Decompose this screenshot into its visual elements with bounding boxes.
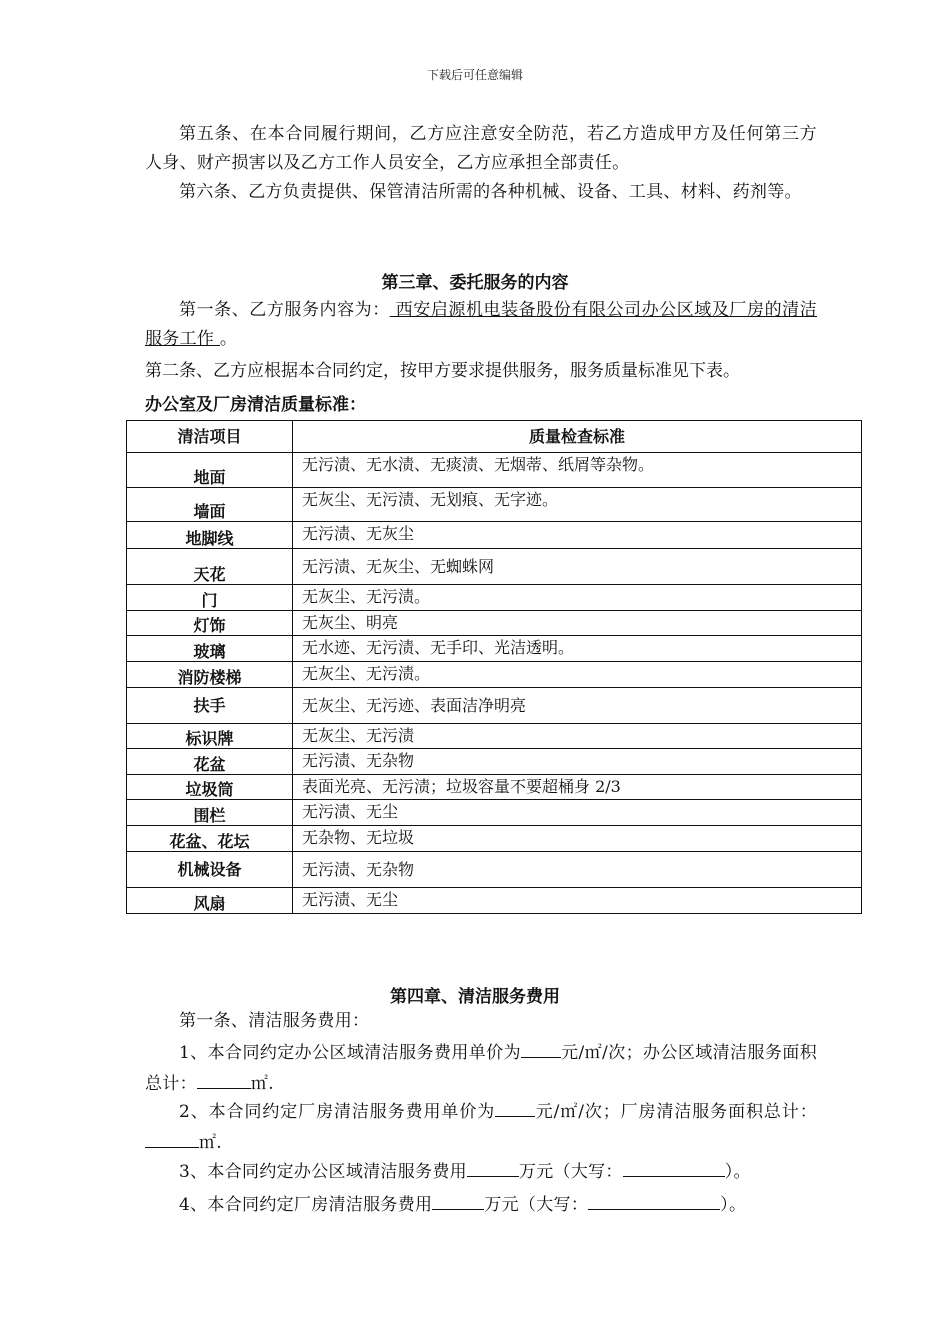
table-header-row — [127, 421, 862, 453]
unit-price-blank[interactable] — [495, 1098, 535, 1117]
fee-item-3 — [145, 1158, 817, 1187]
row-item: 花盆、花坛 — [127, 826, 293, 852]
row-item: 消防楼梯 — [127, 662, 293, 688]
header-standard: 质量检查标准 — [293, 421, 862, 453]
header-item: 清洁项目 — [127, 421, 293, 453]
table-row — [127, 749, 862, 775]
fee-item-2 — [145, 1097, 817, 1159]
row-item: 灯饰 — [127, 611, 293, 636]
fee-item-3-text-a: 3、本合同约定办公区域清洁服务费用 — [179, 1162, 467, 1182]
amount-blank[interactable] — [432, 1191, 484, 1210]
fee-item-3-text-b: 万元（大写： — [518, 1162, 623, 1182]
row-item: 玻璃 — [127, 636, 293, 662]
table-title: 办公室及厂房清洁质量标准： — [145, 395, 366, 415]
area-total-blank[interactable] — [145, 1129, 199, 1148]
chapter-3-article-2: 第二条、乙方应根据本合同约定，按甲方要求提供服务，服务质量标准见下表。 — [145, 361, 740, 381]
table-row — [127, 826, 862, 852]
fee-item-4-text-b: 万元（大写： — [484, 1195, 589, 1215]
article-1-prefix: 第一条、乙方服务内容为： — [179, 300, 390, 320]
row-standard: 无杂物、无垃圾 — [293, 826, 862, 852]
row-standard: 表面光亮、无污渍；垃圾容量不要超桶身 2/3 — [293, 775, 862, 800]
row-standard: 无污渍、无灰尘 — [293, 522, 862, 549]
row-standard: 无污渍、无杂物 — [293, 749, 862, 775]
table-row — [127, 611, 862, 636]
article-6-paragraph: 第六条、乙方负责提供、保管清洁所需的各种机械、设备、工具、材料、药剂等。 — [179, 182, 802, 202]
row-item: 垃圾筒 — [127, 775, 293, 800]
amount-words-blank[interactable] — [588, 1191, 720, 1210]
fee-item-4 — [145, 1191, 817, 1220]
row-standard: 无水迹、无污渍、无手印、光洁透明。 — [293, 636, 862, 662]
table-row — [127, 688, 862, 724]
fee-item-1-text-a: 1、本合同约定办公区域清洁服务费用单价为 — [179, 1043, 521, 1063]
row-item: 天花 — [127, 549, 293, 585]
chapter-3-title: 第三章、委托服务的内容 — [381, 273, 569, 293]
row-standard: 无灰尘、无污迹、表面洁净明亮 — [293, 688, 862, 724]
fee-item-2-text-b: 元/㎡/次；厂房清洁服务面积总计： — [535, 1102, 818, 1122]
row-item: 围栏 — [127, 800, 293, 826]
fee-item-4-text-c: ）。 — [720, 1195, 747, 1215]
row-standard: 无灰尘、无污渍、无划痕、无字迹。 — [293, 488, 862, 522]
table-row — [127, 585, 862, 611]
row-standard: 无灰尘、无污渍。 — [293, 585, 862, 611]
row-standard: 无污渍、无水渍、无痰渍、无烟蒂、纸屑等杂物。 — [293, 453, 862, 488]
article-5-paragraph: 第五条、在本合同履行期间，乙方应注意安全防范，若乙方造成甲方及任何第三方人身、财产损害以及乙方工作人员安全，乙方应承担全部责任。 — [145, 124, 817, 173]
row-item: 地面 — [127, 453, 293, 488]
unit-price-blank[interactable] — [521, 1039, 561, 1058]
chapter-4-article-1: 第一条、清洁服务费用： — [179, 1011, 370, 1031]
amount-blank[interactable] — [467, 1158, 519, 1177]
fee-item-2-text-c: ㎡. — [199, 1133, 223, 1153]
table-row — [127, 453, 862, 488]
table-row — [127, 800, 862, 826]
row-standard: 无污渍、无尘 — [293, 800, 862, 826]
row-item: 墙面 — [127, 488, 293, 522]
table-row — [127, 636, 862, 662]
area-total-blank[interactable] — [197, 1070, 251, 1089]
table-row — [127, 852, 862, 888]
row-item: 地脚线 — [127, 522, 293, 549]
table-row — [127, 775, 862, 800]
row-item: 风扇 — [127, 888, 293, 914]
row-item: 标识牌 — [127, 724, 293, 749]
row-item: 花盆 — [127, 749, 293, 775]
article-1-suffix: 。 — [219, 329, 238, 349]
row-standard: 无灰尘、无污渍。 — [293, 662, 862, 688]
row-standard: 无污渍、无杂物 — [293, 852, 862, 888]
row-standard: 无污渍、无尘 — [293, 888, 862, 914]
table-row — [127, 662, 862, 688]
amount-words-blank[interactable] — [623, 1158, 725, 1177]
row-standard: 无灰尘、明亮 — [293, 611, 862, 636]
fee-item-2-text-a: 2、本合同约定厂房清洁服务费用单价为 — [179, 1102, 496, 1122]
row-standard: 无污渍、无灰尘、无蜘蛛网 — [293, 549, 862, 585]
table-row — [127, 888, 862, 914]
table-row — [127, 549, 862, 585]
row-standard: 无灰尘、无污渍 — [293, 724, 862, 749]
fee-item-3-text-c: ）。 — [724, 1162, 751, 1182]
chapter-3-article-1 — [145, 296, 817, 354]
chapter-4-title: 第四章、清洁服务费用 — [390, 987, 560, 1007]
row-item: 扶手 — [127, 688, 293, 724]
service-scope-text: 西安启源机电装备股份有限公司办公区域及厂房的清洁服务工作 — [145, 300, 817, 349]
row-item: 门 — [127, 585, 293, 611]
table-row — [127, 724, 862, 749]
fee-item-1 — [145, 1038, 817, 1100]
fee-item-1-text-c: ㎡. — [250, 1074, 274, 1094]
row-item: 机械设备 — [127, 852, 293, 888]
fee-item-4-text-a: 4、本合同约定厂房清洁服务费用 — [179, 1195, 433, 1215]
table-row — [127, 522, 862, 549]
fee-item-1-text-b: 元/㎡/次；办公区域清洁服务面积总计： — [145, 1043, 817, 1094]
header-note: 下载后可任意编辑 — [426, 68, 523, 82]
quality-standard-table — [126, 420, 862, 914]
table-row — [127, 488, 862, 522]
